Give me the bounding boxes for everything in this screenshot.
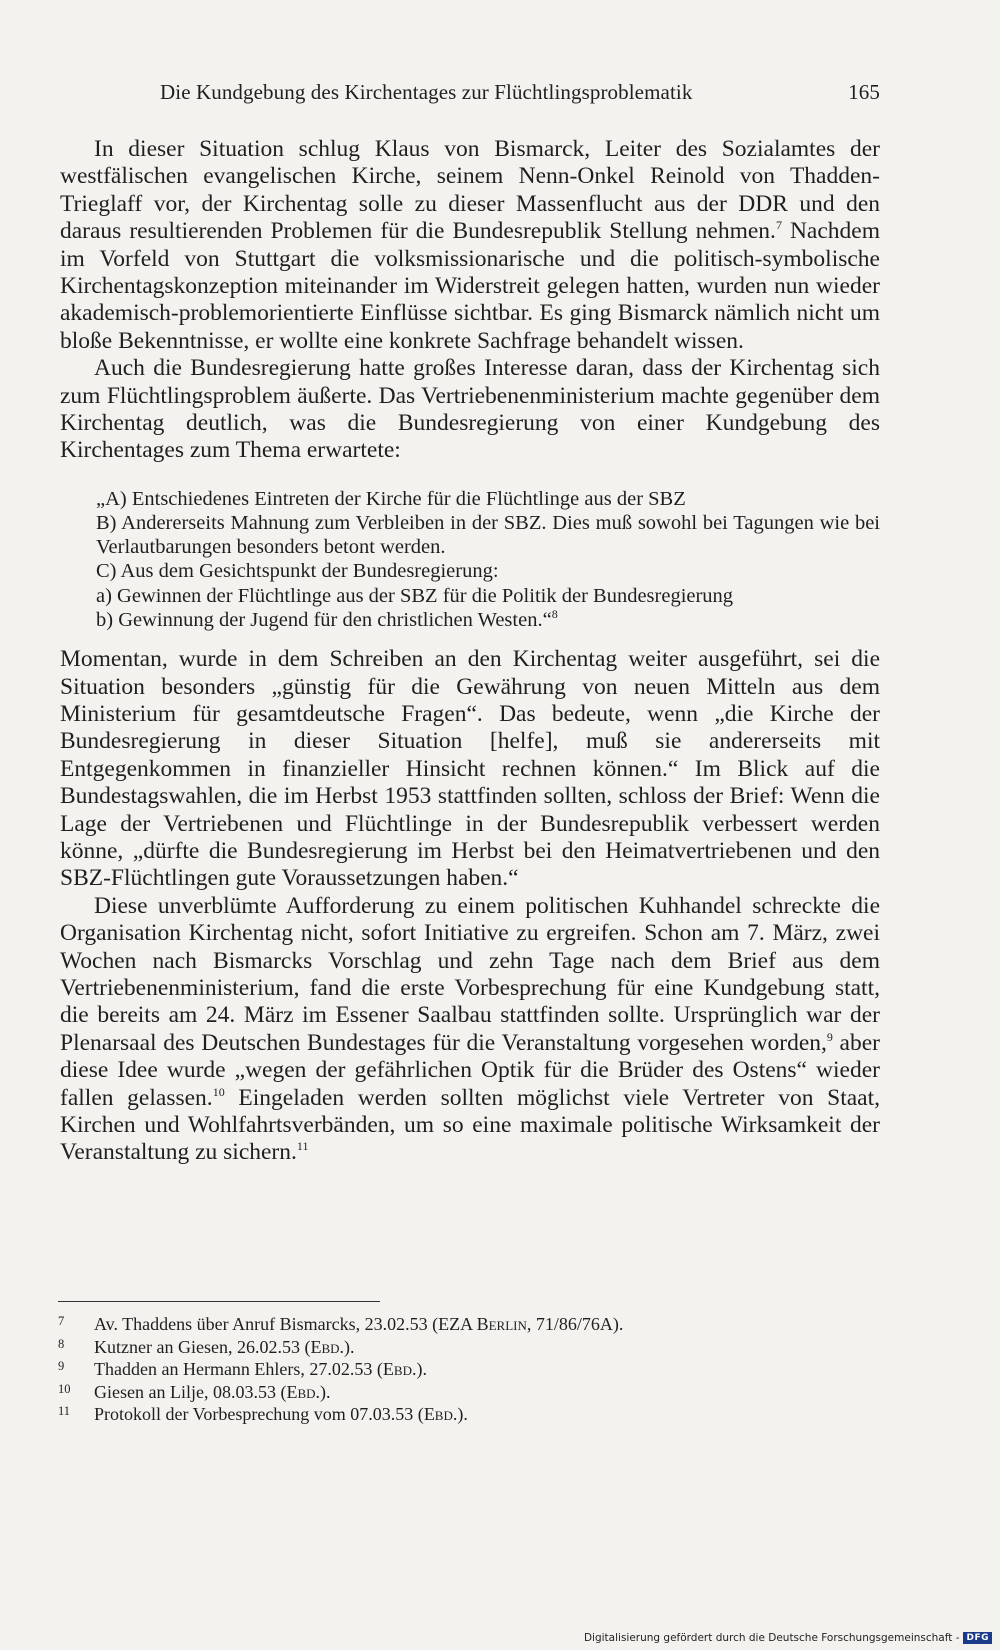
footnote: [58, 1403, 878, 1426]
footnote-number: 10: [58, 1381, 71, 1396]
footnote-text: .).: [452, 1404, 468, 1425]
body-text: [60, 136, 880, 1167]
footnote-text: .).: [339, 1336, 355, 1357]
dfg-logo-icon[interactable]: DFG: [963, 1632, 992, 1644]
footnote-text: .).: [411, 1359, 427, 1380]
paragraph-text: Eingeladen werden sollten möglichst viele Vertreter von Staat, Kirchen und Wohlfahrtsverbänden, um so eine maximale politische Wirksamkeit der Veranstaltung zu sichern.: [60, 1084, 880, 1166]
footnote-text: Kutzner an Giesen, 26.02.53 (: [94, 1336, 311, 1357]
footnote: [58, 1336, 878, 1359]
digitization-credit: [584, 1632, 992, 1644]
footnote-text: , 71/86/76A).: [526, 1314, 624, 1334]
page-number: 165: [848, 80, 880, 104]
credit-text: Digitalisierung gefördert durch die Deutsche Forschungsgemeinschaft -: [583, 1632, 960, 1644]
paragraph: [60, 355, 880, 465]
running-title: Die Kundgebung des Kirchentages zur Flüchtlingsproblematik: [160, 80, 693, 104]
quote-line-last: [96, 608, 880, 632]
footnote-number: 8: [58, 1336, 65, 1351]
footnote: [58, 1381, 878, 1404]
paragraph-text: Auch die Bundesregierung hatte großes Interesse daran, dass der Kirchentag sich zum Flüchtlingsproblem äußerte. Das Vertriebenenministerium machte gegenüber dem Kirchentag deutlich, was die Bundesregierung von einer Kundgebung des Kirchentages zum Thema erwartete:: [60, 355, 880, 464]
footnote-ref: 8: [551, 607, 558, 622]
footnote-ref: 11: [296, 1139, 309, 1154]
footnote-ref: 9: [826, 1029, 833, 1044]
footnote-text: Berlin: [476, 1314, 527, 1334]
footnote-text: Ebd: [286, 1381, 316, 1402]
footnote-ref: 10: [212, 1084, 225, 1099]
quote-line: B) Andererseits Mahnung zum Verbleiben in der SBZ. Dies muß sowohl bei Tagungen wie bei Verlautbarungen besonders betont werden.: [96, 512, 880, 559]
footnote-ref: 7: [775, 218, 782, 233]
footnote-text: Protokoll der Vorbesprechung vom 07.03.53 (: [94, 1404, 424, 1425]
footnote-text: Ebd: [423, 1404, 453, 1425]
paragraph-text: aber diese Idee wurde „wegen der gefährlichen Optik für die Brüder des Ostens“ wieder fallen gelassen.: [60, 1029, 880, 1111]
quote-line: a) Gewinnen der Flüchtlinge aus der SBZ für die Politik der Bundesregierung: [96, 584, 734, 607]
paragraph: [60, 646, 880, 893]
quote-line: „A) Entschiedenes Eintreten der Kirche für die Flüchtlinge aus der SBZ: [96, 487, 686, 510]
footnote-text: Giesen an Lilje, 08.03.53 (: [94, 1381, 287, 1402]
footnote: [58, 1358, 878, 1381]
quote-text: b) Gewinnung der Jugend für den christlichen Westen.“: [96, 608, 552, 631]
footnote-text: .).: [315, 1381, 331, 1402]
footnote: [58, 1313, 878, 1336]
footnote-text: Thadden an Hermann Ehlers, 27.02.53 (: [94, 1359, 383, 1380]
footnote-number: 7: [58, 1314, 65, 1328]
paragraph-text: Momentan, wurde in dem Schreiben an den Kirchentag weiter ausgeführt, sei die Situation besonders „günstig für die Gewährung von neuen Mitteln aus dem Ministerium für gesamtdeutsche Fragen“. Das bedeute, wenn „die Kirche der Bundesregierung in dieser Situation [helfe], muß sie andererseits mit Entgegenkommen in finanzieller Hinsicht rechnen können.“ Im Blick auf die Bundestagswahlen, die im Herbst 1953 stattfinden sollten, schloss der Brief: Wenn die Lage der Vertriebenen und Flüchtlinge in der Bundesrepublik verbessert werden könne, „dürfte die Bundesregierung im Herbst bei den Heimatvertriebenen und den SBZ-Flüchtlingen gute Voraussetzungen haben.“: [60, 646, 880, 892]
paragraph: [60, 136, 880, 355]
footnote-text: Ebd: [310, 1336, 340, 1357]
paragraph-text: Nachdem im Vorfeld von Stuttgart die volksmissionarische und die politisch-symbolische Kirchentagskonzeption miteinander im Widerstreit gelegen hatten, wurden nun wieder akademisch-problemorientierte Einflüsse sichtbar. Es ging Bismarck nämlich nicht um bloße Bekenntnisse, er wollte eine konkrete Sachfrage behandelt wissen.: [60, 218, 881, 354]
footnote-number: 11: [58, 1404, 71, 1419]
paragraph-text: Diese unverblümte Aufforderung zu einem politischen Kuhhandel schreckte die Organisation Kirchentag nicht, sofort Initiative zu ergreifen. Schon am 7. März, zwei Wochen nach Bismarcks Vorschlag und zehn Tage nach dem Brief aus dem Vertriebenenministerium, fand die erste Vorbesprechung für eine Kundgebung statt, die bereits am 24. März im Essener Saalbau stattfinden sollte. Ursprünglich war der Plenarsaal des Deutschen Bundestages für die Veranstaltung vorgesehen worden,: [60, 892, 880, 1056]
paragraph-text: In dieser Situation schlug Klaus von Bismarck, Leiter des Sozialamtes der westfälischen evangelischen Kirche, seinem Nenn-Onkel Reinold von Thadden-Trieglaff vor, der Kirchentag solle zu dieser Massenflucht aus der DDR und den daraus resultierenden Problemen für die Bundesrepublik Stellung nehmen.: [60, 136, 880, 245]
footnote-divider: [58, 1301, 380, 1302]
paragraph: [60, 893, 880, 1167]
footnote-text: Ebd: [382, 1359, 412, 1380]
footnotes: [58, 1313, 878, 1426]
footnote-text: Av. Thaddens über Anruf Bismarcks, 23.02.53 (EZA: [94, 1314, 477, 1334]
block-quote: [96, 487, 880, 632]
quote-line: C) Aus dem Gesichtspunkt der Bundesregierung:: [96, 560, 499, 583]
footnote-number: 9: [58, 1359, 65, 1374]
running-header: [160, 80, 880, 105]
